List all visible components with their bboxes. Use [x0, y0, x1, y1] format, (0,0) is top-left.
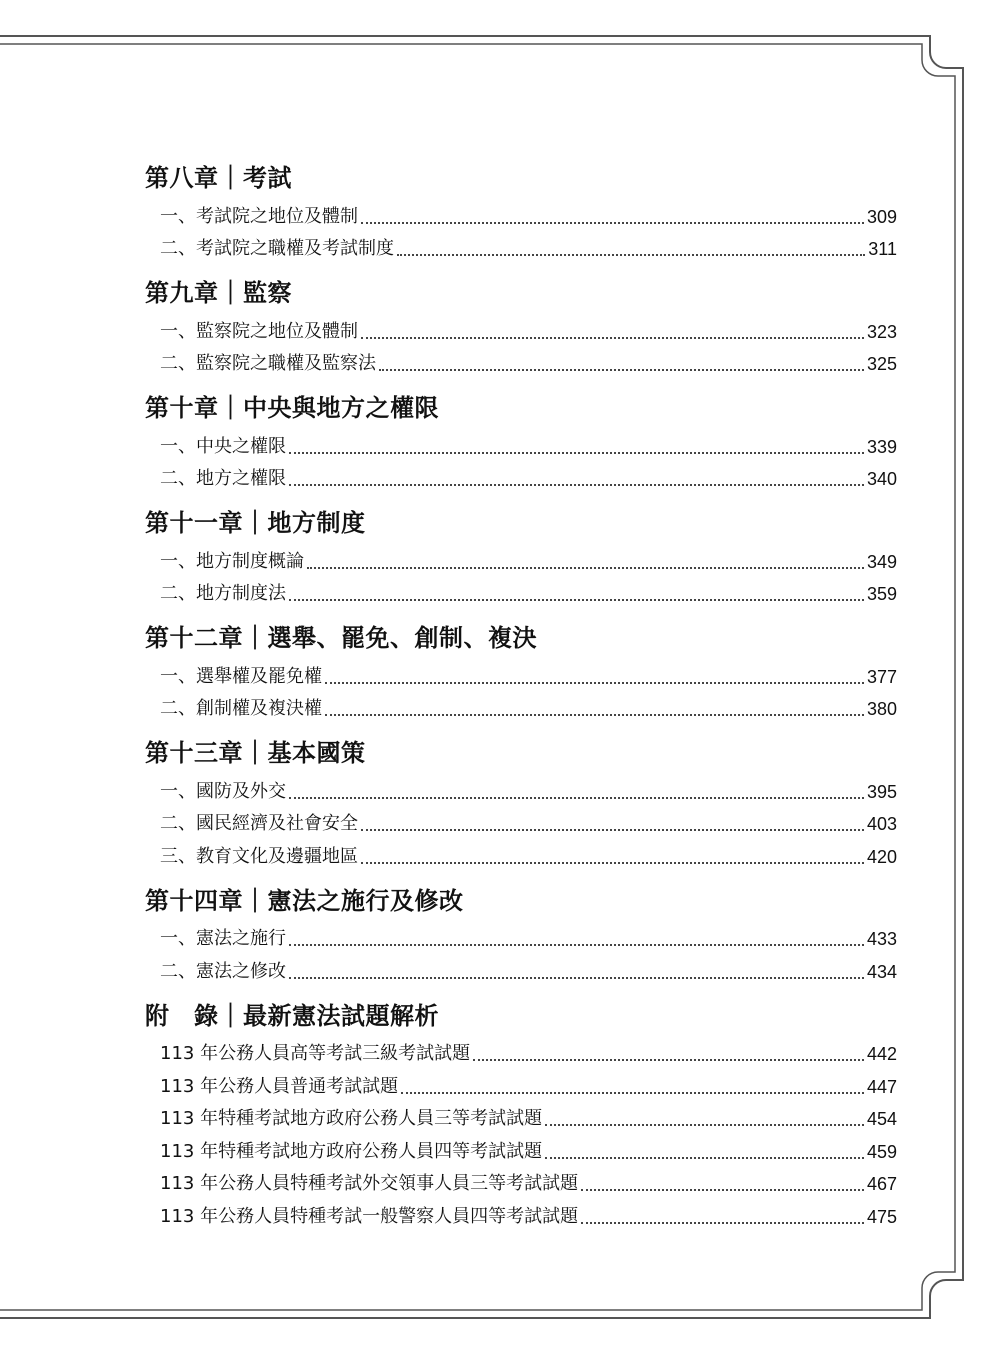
toc-entry-page-number: 467 — [866, 1174, 897, 1194]
toc-entry-label: 一、憲法之施行 — [160, 928, 286, 949]
chapter-entries — [145, 428, 897, 493]
leader-dots — [361, 222, 864, 224]
toc-entry-page-number: 325 — [866, 354, 897, 374]
toc-entry-page-number: 395 — [866, 781, 897, 802]
toc-entry-label: 113 年公務人員普通考試試題 — [160, 1075, 399, 1097]
leader-dots — [325, 682, 864, 684]
chapter-section — [145, 881, 897, 996]
leader-dots — [545, 1157, 864, 1159]
toc-entry-label: 二、憲法之修改 — [160, 960, 286, 982]
toc-entry[interactable] — [145, 1101, 897, 1134]
chapter-title: 第十三章｜基本國策 — [145, 739, 366, 767]
toc-entry-label: 一、監察院之地位及體制 — [160, 320, 358, 342]
chapter-section — [145, 996, 897, 1241]
toc-entry-page-number: 442 — [866, 1044, 897, 1064]
toc-entry-label: 二、監察院之職權及監察法 — [160, 353, 376, 374]
chapter-section — [145, 158, 897, 273]
toc-entry-label: 二、地方制度法 — [160, 583, 286, 604]
toc-entry-page-number: 380 — [866, 699, 897, 719]
toc-entry-label: 一、地方制度概論 — [160, 550, 304, 572]
toc-entry[interactable] — [145, 953, 897, 986]
toc-entry[interactable] — [145, 1198, 897, 1231]
toc-entry[interactable] — [145, 806, 897, 839]
chapter-section — [145, 388, 897, 503]
toc-entry[interactable] — [145, 658, 897, 691]
leader-dots — [289, 944, 864, 946]
leader-dots — [581, 1222, 864, 1224]
leader-dots — [361, 337, 864, 339]
toc-entry-page-number: 339 — [866, 436, 897, 457]
chapter-entries — [145, 773, 897, 871]
toc-entry-label: 二、地方之權限 — [160, 468, 286, 489]
leader-dots — [325, 714, 864, 716]
leader-dots — [581, 1189, 864, 1191]
chapter-entries — [145, 543, 897, 608]
chapter-section — [145, 273, 897, 388]
leader-dots — [361, 829, 864, 831]
toc-entry-page-number: 454 — [866, 1109, 897, 1129]
toc-entry-label: 二、考試院之職權及考試制度 — [160, 238, 394, 259]
chapter-title: 第八章｜考試 — [145, 164, 292, 192]
toc-entry[interactable] — [145, 231, 897, 264]
toc-entry-label: 一、選舉權及罷免權 — [160, 665, 322, 687]
toc-entry[interactable] — [145, 313, 897, 346]
leader-dots — [289, 452, 864, 454]
toc-entry-page-number: 433 — [866, 929, 897, 949]
toc-entry-page-number: 475 — [866, 1206, 897, 1227]
toc-entry[interactable] — [145, 543, 897, 576]
toc-entry[interactable] — [145, 346, 897, 379]
leader-dots — [473, 1059, 864, 1061]
toc-entry-label: 一、考試院之地位及體制 — [160, 205, 358, 227]
toc-entry-label: 113 年公務人員特種考試外交領事人員三等考試試題 — [160, 1173, 579, 1194]
chapter-title: 第十二章｜選舉、罷免、創制、複決 — [145, 624, 537, 652]
toc-entry-label: 二、國民經濟及社會安全 — [160, 813, 358, 834]
toc-entry-page-number: 311 — [868, 239, 897, 259]
leader-dots — [361, 862, 864, 864]
leader-dots — [307, 567, 864, 569]
toc-entry-label: 113 年特種考試地方政府公務人員三等考試試題 — [160, 1108, 543, 1129]
chapter-title: 第十四章｜憲法之施行及修改 — [145, 886, 464, 915]
leader-dots — [289, 484, 864, 486]
chapter-title: 第十章｜中央與地方之權限 — [145, 394, 439, 422]
leader-dots — [289, 599, 864, 601]
table-of-contents — [145, 158, 897, 1241]
toc-entry-label: 三、教育文化及邊疆地區 — [160, 845, 358, 867]
toc-entry[interactable] — [145, 1068, 897, 1101]
toc-entry-label: 113 年公務人員高等考試三級考試試題 — [160, 1043, 471, 1064]
chapter-entries — [145, 198, 897, 263]
toc-entry-page-number: 420 — [866, 846, 897, 867]
chapter-entries — [145, 658, 897, 723]
toc-entry[interactable] — [145, 198, 897, 231]
toc-entry-label: 113 年公務人員特種考試一般警察人員四等考試試題 — [160, 1205, 579, 1227]
chapter-entries — [145, 921, 897, 986]
leader-dots — [545, 1124, 864, 1126]
toc-entry-label: 一、中央之權限 — [160, 435, 286, 457]
toc-entry-page-number: 323 — [866, 321, 897, 342]
toc-entry-page-number: 377 — [866, 666, 897, 687]
toc-entry-label: 一、國防及外交 — [160, 780, 286, 802]
toc-entry-label: 113 年特種考試地方政府公務人員四等考試試題 — [160, 1140, 543, 1162]
chapter-section — [145, 733, 897, 881]
toc-entry-page-number: 309 — [866, 206, 897, 227]
toc-entry-page-number: 434 — [866, 961, 897, 982]
toc-entry-page-number: 403 — [866, 814, 897, 834]
leader-dots — [289, 977, 864, 979]
chapter-title: 附 錄｜最新憲法試題解析 — [145, 1001, 439, 1030]
toc-entry[interactable] — [145, 773, 897, 806]
leader-dots — [289, 797, 864, 799]
toc-entry[interactable] — [145, 461, 897, 494]
toc-entry-label: 二、創制權及複決權 — [160, 698, 322, 719]
toc-entry[interactable] — [145, 1133, 897, 1166]
toc-entry[interactable] — [145, 1036, 897, 1069]
toc-entry-page-number: 340 — [866, 469, 897, 489]
chapter-entries — [145, 1036, 897, 1231]
toc-entry[interactable] — [145, 921, 897, 954]
toc-entry-page-number: 359 — [866, 584, 897, 604]
toc-entry[interactable] — [145, 1166, 897, 1199]
toc-entry-page-number: 349 — [866, 551, 897, 572]
toc-entry[interactable] — [145, 576, 897, 609]
leader-dots — [397, 254, 865, 256]
chapter-title: 第十一章｜地方制度 — [145, 509, 366, 537]
toc-entry-page-number: 447 — [866, 1076, 897, 1097]
chapter-section — [145, 503, 897, 618]
leader-dots — [401, 1092, 864, 1094]
leader-dots — [379, 369, 864, 371]
chapter-entries — [145, 313, 897, 378]
toc-entry-page-number: 459 — [866, 1141, 897, 1162]
chapter-section — [145, 618, 897, 733]
toc-entry[interactable] — [145, 428, 897, 461]
chapter-title: 第九章｜監察 — [145, 279, 292, 307]
toc-entry[interactable] — [145, 691, 897, 724]
toc-entry[interactable] — [145, 838, 897, 871]
